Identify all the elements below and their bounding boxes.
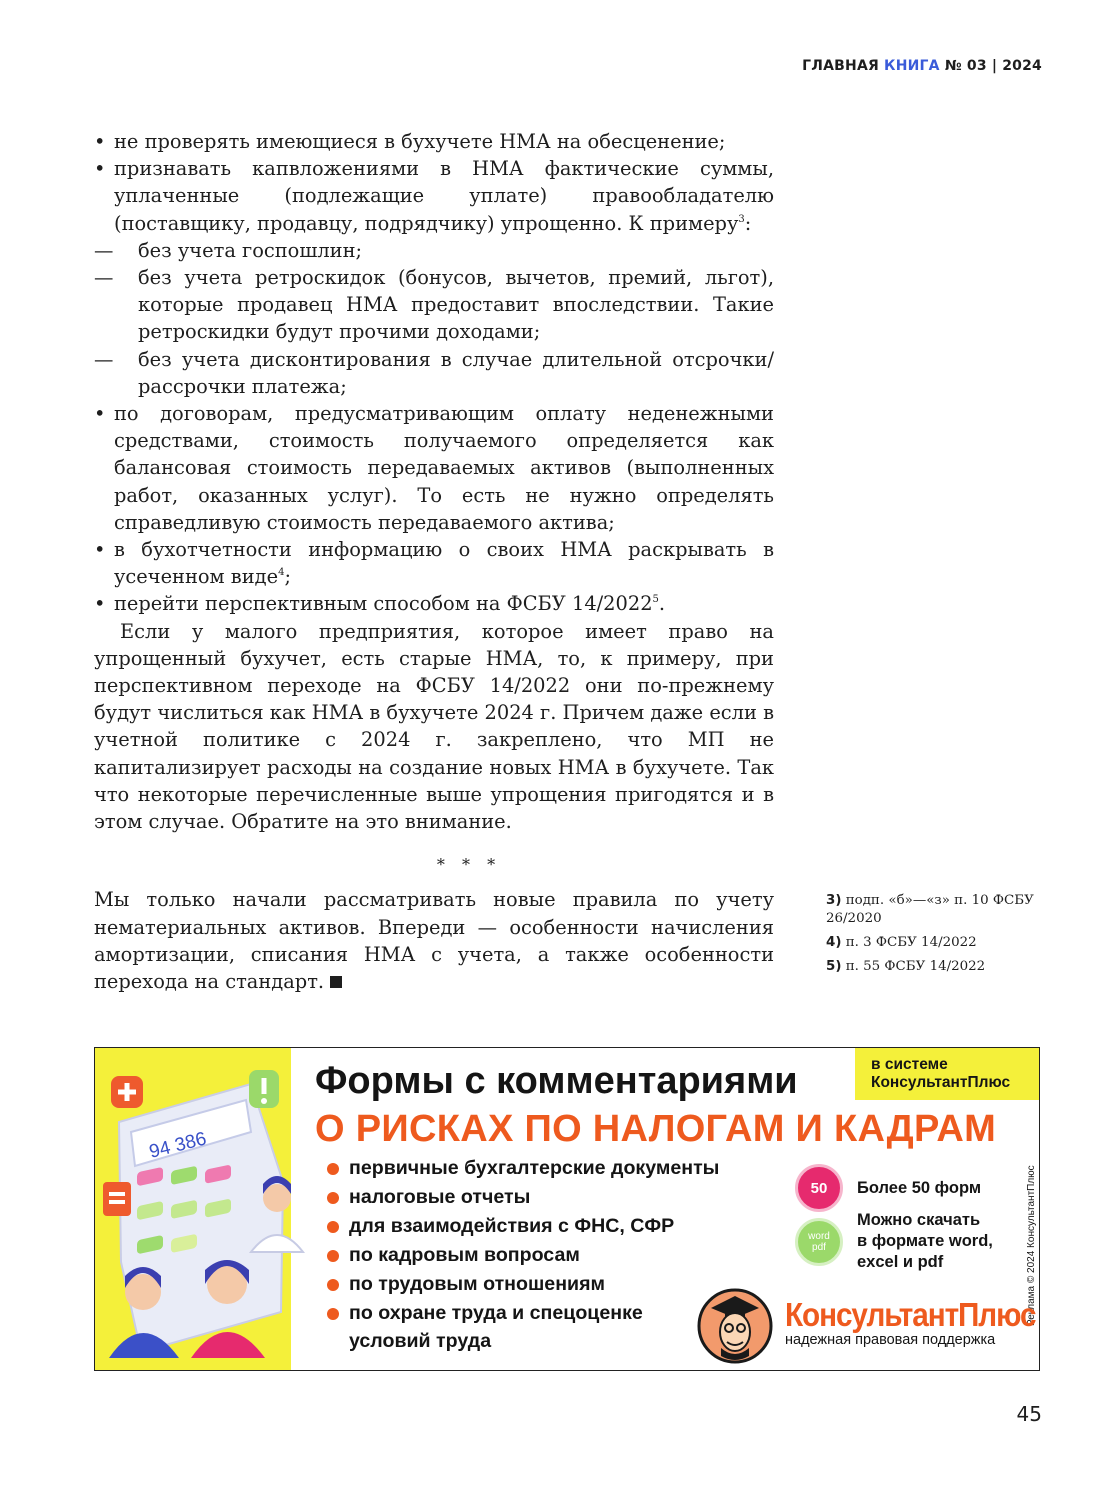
feature-line: excel и pdf (857, 1253, 944, 1271)
list-item: для взаимодействия с ФНС, СФР (327, 1212, 719, 1241)
list-item: по кадровым вопросам (327, 1241, 719, 1270)
page-number: 45 (1016, 1402, 1042, 1426)
ad-system-badge (855, 1048, 1039, 1100)
header-kniga: КНИГА (884, 58, 940, 74)
footnote-text: подп. «б»—«з» п. 10 ФСБУ 26/2020 (826, 893, 1034, 926)
footnote (826, 958, 1036, 976)
punctuation: : (744, 211, 752, 235)
list-item: по трудовым отношениям (327, 1270, 719, 1299)
badge-line: в системе (871, 1056, 948, 1073)
icon-label: word (808, 1230, 830, 1242)
running-header (802, 58, 1042, 74)
footnote-text: п. 3 ФСБУ 14/2022 (845, 935, 977, 950)
bullet-item (94, 400, 774, 536)
ad-title: Формы с комментариями (315, 1060, 798, 1102)
paragraph (94, 886, 774, 995)
bullet-item (94, 155, 774, 237)
professor-logo-icon (695, 1286, 775, 1364)
ad-subtitle: О РИСКАХ ПО НАЛОГАМ И КАДРАМ (315, 1108, 997, 1150)
dash-item (94, 237, 774, 264)
footnote (826, 934, 1036, 952)
feature-forms-count (795, 1164, 981, 1212)
feature-line: в формате word, (857, 1232, 993, 1250)
article-body (94, 128, 774, 995)
ad-feature-list (327, 1154, 719, 1354)
footnote-number: 3) (826, 893, 842, 908)
dash-text: без учета госпошлин; (138, 238, 363, 262)
bullet-item (94, 590, 774, 617)
section-separator: * * * (436, 855, 502, 875)
footnote (826, 892, 1036, 928)
icon-label: pdf (812, 1241, 826, 1253)
ad-disclaimer: Реклама © 2024 КонсультантПлюс (1026, 1165, 1037, 1326)
list-item: по охране труда и спецоценке (327, 1299, 719, 1328)
list-item-continuation: условий труда (349, 1330, 492, 1352)
bullet-text: не проверять имеющиеся в бухучете НМА на обесценение; (114, 130, 726, 153)
bullet-text: в бухотчетности информацию о своих НМА раскрывать в усеченном виде (114, 538, 774, 589)
calculator-illustration (101, 1062, 305, 1362)
footnote-ref[interactable]: 4 (278, 567, 285, 579)
dash-item (94, 264, 774, 346)
dash-text: без учета ретроскидок (бонусов, вычетов, премий, льгот), которые продавец НМА предоставит впоследствии. Такие ретроскидки будут прочими доходами; (138, 266, 774, 344)
footnote-number: 5) (826, 959, 842, 974)
bullet-text: перейти перспективным способом на ФСБУ 14/2022 (114, 592, 653, 616)
paragraph-text: Мы только начали рассматривать новые правила по учету нематериальных активов. Впереди — особенности начисления амортизации, списания НМА с учета, а также особенности перехода на стандарт. (94, 888, 774, 994)
bullet-item (94, 128, 774, 155)
list-item: первичные бухгалтерские документы (327, 1154, 719, 1183)
brand-tagline: надежная правовая поддержка (785, 1332, 996, 1348)
feature-download-formats (795, 1210, 993, 1273)
feature-text: Более 50 форм (857, 1178, 982, 1197)
brand-logo: КонсультантПлюс (785, 1296, 1036, 1333)
word-pdf-icon (795, 1218, 843, 1266)
footnote-ref[interactable]: 5 (652, 594, 659, 606)
list-item: налоговые отчеты (327, 1183, 719, 1212)
footnote-number: 4) (826, 935, 842, 950)
footnote-ref[interactable]: 3 (738, 213, 745, 225)
feature-line: Можно скачать (857, 1211, 981, 1229)
footnote-text: п. 55 ФСБУ 14/2022 (845, 959, 986, 974)
punctuation: ; (284, 565, 291, 589)
bullet-item (94, 536, 774, 590)
header-issue: № 03 | 2024 (944, 58, 1042, 74)
paragraph: Если у малого предприятия, которое имеет право на упрощенный бухучет, есть старые НМА, то, к примеру, при перспективном переходе на ФСБУ 14/2022 они по-прежнему будут числиться как НМА в бухучете 2024 г. Причем даже если в учетной политике с 2024 г. закреплено, что МП не капитализирует расходы на создание новых НМА в бухучете. Так что некоторые перечисленные выше упрощения пригодятся и в этом случае. Обратите на это внимание. (94, 619, 774, 834)
dash-item (94, 346, 774, 400)
punctuation: . (658, 592, 666, 616)
count-badge: 50 (795, 1164, 843, 1212)
badge-line: КонсультантПлюс (871, 1074, 1011, 1091)
advertisement-banner[interactable] (94, 1047, 1040, 1371)
header-main: ГЛАВНАЯ (802, 58, 879, 74)
calculator-display: 94 386 (147, 1128, 209, 1163)
bullet-text: признавать капвложениями в НМА фактические суммы, уплаченные (подлежащие уплате) правообладателю (поставщику, продавцу, подрядчику) упрощенно. К примеру (114, 157, 774, 235)
feature-text (857, 1210, 993, 1273)
bullet-text: по договорам, предусматривающим оплату неденежными средствами, стоимость получаемого определяется как балансовая стоимость передаваемых активов (выполненных работ, оказанных услуг). То есть не нужно определять справедливую стоимость передаваемого актива; (114, 402, 774, 534)
end-of-article-mark (330, 976, 342, 988)
dash-text: без учета дисконтирования в случае длительной отсрочки/рассрочки платежа; (138, 347, 774, 398)
footnotes (826, 892, 1036, 982)
